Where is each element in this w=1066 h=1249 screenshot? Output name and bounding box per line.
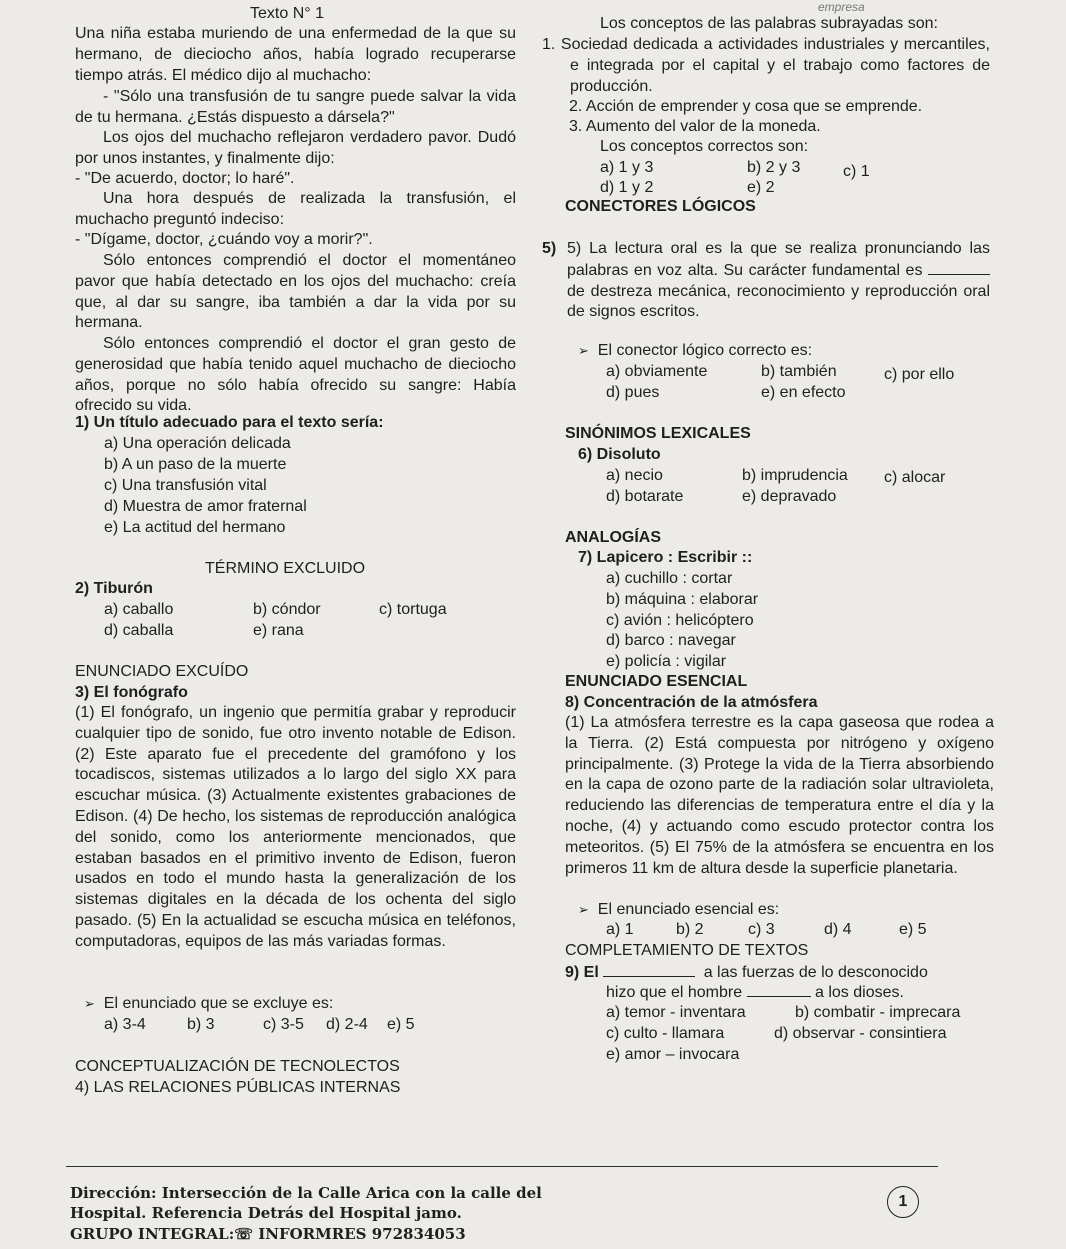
q3-question: 3) El fonógrafo (75, 684, 188, 701)
q9-option: a) temor - inventara (606, 1004, 746, 1021)
q3-prompt-text: El enunciado que se excluye es: (103, 995, 334, 1012)
arrow-bullet-icon: ➢ (578, 902, 589, 917)
q9-option: b) combatir - imprecara (795, 1004, 961, 1021)
q2-option: d) caballa (104, 622, 174, 639)
q1-question: 1) Un título adecuado para el texto sería: (75, 414, 384, 431)
texto-paragraph: Sólo entonces comprendió el doctor el momentáneo pavor que había detectado en los ojos del muchacho: creía que, al dar su sangre, iba también a dar la vida por su hermana. (75, 252, 516, 332)
q7-option: e) policía : vigilar (606, 653, 727, 670)
q7-question: 7) Lapicero : Escribir :: (578, 549, 753, 566)
q6-option: c) alocar (884, 469, 946, 486)
q7-option: d) barco : navegar (606, 632, 736, 649)
q2-option: c) tortuga (379, 601, 447, 618)
q8-option: e) 5 (899, 921, 927, 938)
q5-option: b) también (761, 363, 837, 380)
q9-text-mid: a las fuerzas de lo desconocido (703, 964, 928, 981)
texto-paragraph: - "De acuerdo, doctor; lo haré". (75, 170, 295, 187)
q1-option: d) Muestra de amor fraternal (104, 498, 307, 515)
q9-text-line2: hizo que el hombre (606, 984, 743, 1001)
q8-question: 8) Concentración de la atmósfera (565, 694, 818, 711)
concept-heading: CONCEPTUALIZACIÓN DE TECNOLECTOS (75, 1058, 400, 1075)
q9-number: 9) El (565, 964, 599, 981)
conceptos-item: 3. Aumento del valor de la moneda. (569, 118, 821, 135)
q7-option: b) máquina : elaborar (606, 591, 759, 608)
analogias-heading: ANALOGÍAS (565, 529, 661, 546)
q5-option: c) por ello (884, 366, 955, 383)
q9-option: e) amor – invocara (606, 1046, 740, 1063)
q5-option: d) pues (606, 384, 660, 401)
q8-option: b) 2 (676, 921, 704, 938)
q9-text-end: a los dioses. (815, 984, 904, 1001)
q8-prompt (578, 900, 779, 919)
conceptos-option: a) 1 y 3 (600, 159, 654, 176)
excluido-heading: ENUNCIADO EXCUÍDO (75, 663, 249, 680)
q6-option: b) imprudencia (742, 467, 848, 484)
footer-address-line2: Hospital. Referencia Detrás del Hospital jamo. (70, 1204, 462, 1222)
q5-blank[interactable] (928, 260, 990, 275)
q5-number: 5) (542, 240, 557, 257)
footer-divider (66, 1166, 938, 1167)
q3-prompt (84, 994, 333, 1013)
q9-option: c) culto - llamara (606, 1025, 725, 1042)
texto-paragraph: Los ojos del muchacho reflejaron verdadero pavor. Dudó por unos instantes, y finalmente dijo: (75, 129, 516, 167)
q5-prompt (578, 341, 812, 360)
termino-heading: TÉRMINO EXCLUIDO (205, 560, 366, 577)
q8-option: d) 4 (824, 921, 852, 938)
arrow-bullet-icon: ➢ (578, 343, 589, 358)
q7-option: c) avión : helicóptero (606, 612, 754, 629)
q3-option: a) 3-4 (104, 1016, 146, 1033)
conceptos-item: 1. Sociedad dedicada a actividades industriales y mercantiles, e integrada por el capital y el trabajo como factores de producción. (542, 36, 990, 95)
q5-option: e) en efecto (761, 384, 846, 401)
conceptos-option: e) 2 (747, 179, 775, 196)
q7-option: a) cuchillo : cortar (606, 570, 733, 587)
q5-prompt-text: El conector lógico correcto es: (597, 342, 813, 359)
q2-option: e) rana (253, 622, 304, 639)
q5-text-end: de destreza mecánica, reconocimiento y reproducción oral de signos escritos. (567, 282, 990, 321)
q9-blank-2[interactable] (747, 982, 811, 997)
q3-option: d) 2-4 (326, 1016, 368, 1033)
q6-option: e) depravado (742, 488, 837, 505)
conceptos-option: d) 1 y 2 (600, 179, 654, 196)
q8-option: a) 1 (606, 921, 634, 938)
q4-question: 4) LAS RELACIONES PÚBLICAS INTERNAS (75, 1079, 401, 1096)
texto-paragraph: Una hora después de realizada la transfusión, el muchacho preguntó indeciso: (75, 190, 516, 228)
q1-option: b) A un paso de la muerte (104, 456, 287, 473)
q8-option: c) 3 (748, 921, 775, 938)
completamiento-heading: COMPLETAMIENTO DE TEXTOS (565, 942, 809, 959)
q2-option: b) cóndor (253, 601, 321, 618)
q5-option: a) obviamente (606, 363, 708, 380)
handwritten-note: empresa (818, 0, 865, 14)
q1-option: c) Una transfusión vital (104, 477, 267, 494)
conectores-heading: CONECTORES LÓGICOS (565, 198, 756, 215)
conceptos-prompt: Los conceptos correctos son: (600, 138, 809, 155)
esencial-heading: ENUNCIADO ESENCIAL (565, 673, 748, 690)
footer-contact: GRUPO INTEGRAL:☏ INFORMRES 972834053 (70, 1225, 466, 1243)
q5-text (567, 239, 990, 323)
q2-option: a) caballo (104, 601, 174, 618)
footer-address-line1: Dirección: Intersección de la Calle Arica con la calle del (70, 1184, 542, 1202)
q3-text: (1) El fonógrafo, un ingenio que permitía grabar y reproducir cualquier tipo de sonido, fue otro invento notable de Edison. (2) Este aparato fue el precedente del gramófono y los tocadiscos, sistemas utilizados a lo largo del siglo XX para escuchar música. (3) Actualmente existentes grabaciones de Edison. (4) De hecho, los sistemas de reproducción analógica del sonido, como los anteriormente mencionados, que estaban basados en el primitivo invento de Edison, fueron usados en todo el mundo hasta la generalización de los sistemas digitales en la década de los ochenta del siglo pasado. (5) En la actualidad se escucha música en teléfonos, computadoras, equipos de las más variadas formas. (75, 704, 516, 950)
arrow-bullet-icon: ➢ (84, 996, 95, 1011)
q8-prompt-text: El enunciado esencial es: (597, 901, 780, 918)
texto-paragraph: Sólo entonces comprendió el doctor el gran gesto de generosidad que había tenido aquel muchacho de dieciocho años, porque no sólo había ofrecido su sangre: Había ofrecido su vida. (75, 335, 516, 415)
q9-blank-1[interactable] (603, 962, 695, 977)
texto-paragraph: - "Sólo una transfusión de tu sangre puede salvar la vida de tu hermana. ¿Estás dispuesto a dársela?" (75, 88, 516, 126)
q1-option: a) Una operación delicada (104, 435, 291, 452)
q6-option: a) necio (606, 467, 663, 484)
q3-option: c) 3-5 (263, 1016, 304, 1033)
texto-paragraph: - "Dígame, doctor, ¿cuándo voy a morir?". (75, 231, 373, 248)
q5-text-start: 5) La lectura oral es la que se realiza pronunciando las palabras en voz alta. Su carácter fundamental es (567, 240, 990, 279)
conceptos-option: b) 2 y 3 (747, 159, 801, 176)
page-number: 1 (887, 1186, 919, 1218)
conceptos-intro: Los conceptos de las palabras subrayadas son: (600, 15, 938, 32)
q9-option: d) observar - consintiera (774, 1025, 947, 1042)
q1-option: e) La actitud del hermano (104, 519, 286, 536)
q6-option: d) botarate (606, 488, 684, 505)
q9-line2 (606, 982, 904, 1002)
q2-question: 2) Tiburón (75, 580, 153, 597)
texto-title: Texto N° 1 (250, 5, 324, 22)
q3-option: b) 3 (187, 1016, 215, 1033)
conceptos-option: c) 1 (843, 163, 870, 180)
q9-line1 (565, 962, 928, 982)
q6-question: 6) Disoluto (578, 446, 661, 463)
sinonimos-heading: SINÓNIMOS LEXICALES (565, 425, 751, 442)
q8-text: (1) La atmósfera terrestre es la capa gaseosa que rodea a la Tierra. (2) Está compuesta por nitrógeno y oxígeno principalmente. (3) Protege la vida de la Tierra absorbiendo en la capa de ozono parte de la radiación solar ultravioleta, reduciendo las diferencias de temperatura entre el día y la noche, (4) y actuando como escudo protector contra los meteoritos. (5) El 75% de la atmósfera se encuentra en los primeros 11 km de altura desde la superficie planetaria. (565, 714, 994, 877)
conceptos-item: 2. Acción de emprender y cosa que se emprende. (569, 98, 923, 115)
q3-option: e) 5 (387, 1016, 415, 1033)
texto-paragraph: Una niña estaba muriendo de una enfermedad de la que su hermano, de dieciocho años, había logrado recuperarse tiempo atrás. El médico dijo al muchacho: (75, 25, 516, 84)
